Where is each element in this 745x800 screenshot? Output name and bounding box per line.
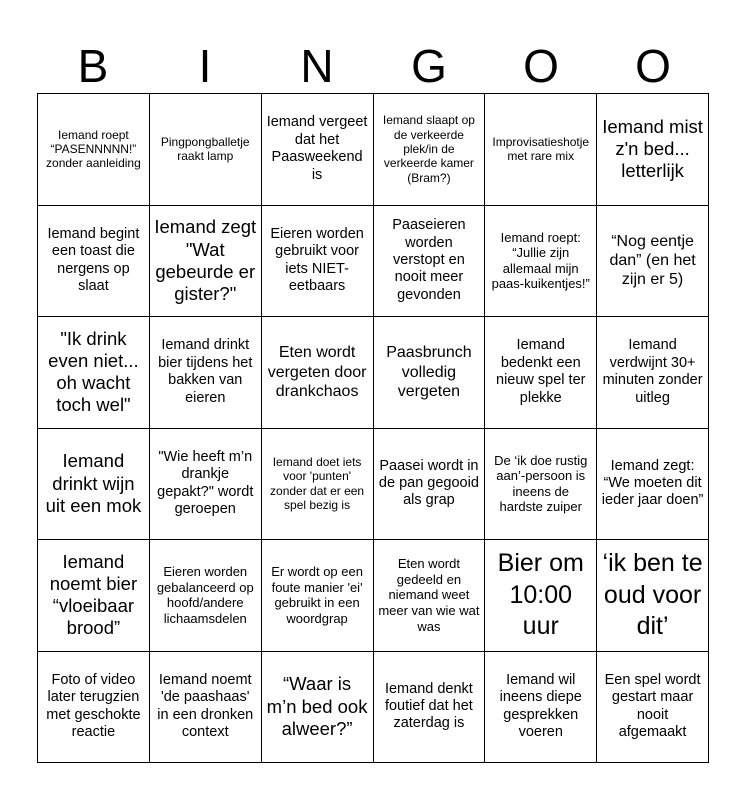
bingo-cell[interactable]: Iemand vergeet dat het Paasweekend is <box>262 94 374 206</box>
bingo-cell[interactable]: Iemand roept “PASENNNNN!” zonder aanleiding <box>38 94 150 206</box>
header-letter-b: B <box>77 40 109 92</box>
header-letter-o-2: O <box>635 40 671 92</box>
bingo-cell[interactable]: Paaseieren worden verstopt en nooit meer gevonden <box>374 206 486 318</box>
bingo-cell[interactable]: "Wie heeft m’n drankje gepakt?" wordt geroepen <box>150 429 262 541</box>
bingo-cell[interactable]: Foto of video later terugzien met geschokte reactie <box>38 652 150 764</box>
header-letter-o: O <box>523 40 559 92</box>
bingo-cell[interactable]: Eten wordt gedeeld en niemand weet meer van wie wat was <box>374 540 486 652</box>
bingo-cell[interactable]: Bier om 10:00 uur <box>485 540 597 652</box>
bingo-cell[interactable]: “Nog eentje dan” (en het zijn er 5) <box>597 206 709 318</box>
bingo-cell[interactable]: De ‘ik doe rustig aan’-persoon is ineens de hardste zuiper <box>485 429 597 541</box>
bingo-grid <box>37 93 709 763</box>
bingo-cell[interactable]: Iemand denkt foutief dat het zaterdag is <box>374 652 486 764</box>
bingo-cell[interactable]: Iemand noemt bier “vloeibaar brood” <box>38 540 150 652</box>
bingo-header <box>37 38 709 94</box>
bingo-cell[interactable]: Eieren worden gebruikt voor iets NIET-eetbaars <box>262 206 374 318</box>
bingo-cell[interactable]: Iemand drinkt wijn uit een mok <box>38 429 150 541</box>
bingo-cell[interactable]: Iemand zegt: “We moeten dit ieder jaar doen” <box>597 429 709 541</box>
bingo-cell[interactable]: Iemand begint een toast die nergens op slaat <box>38 206 150 318</box>
bingo-cell[interactable]: Iemand slaapt op de verkeerde plek/in de verkeerde kamer (Bram?) <box>374 94 486 206</box>
bingo-cell[interactable]: Een spel wordt gestart maar nooit afgemaakt <box>597 652 709 764</box>
header-letter-n: N <box>300 40 334 92</box>
bingo-cell[interactable]: Eieren worden gebalanceerd op hoofd/andere lichaamsdelen <box>150 540 262 652</box>
bingo-cell[interactable]: Pingpongballetje raakt lamp <box>150 94 262 206</box>
bingo-cell[interactable]: "Ik drink even niet... oh wacht toch wel" <box>38 317 150 429</box>
bingo-cell[interactable]: Iemand roept: “Jullie zijn allemaal mijn paas-kuikentjes!” <box>485 206 597 318</box>
bingo-cell[interactable]: Iemand bedenkt een nieuw spel ter plekke <box>485 317 597 429</box>
bingo-cell[interactable]: Iemand noemt 'de paashaas' in een dronken context <box>150 652 262 764</box>
bingo-cell[interactable]: Iemand drinkt bier tijdens het bakken van eieren <box>150 317 262 429</box>
bingo-cell[interactable]: Eten wordt vergeten door drankchaos <box>262 317 374 429</box>
bingo-cell[interactable]: Iemand verdwijnt 30+ minuten zonder uitleg <box>597 317 709 429</box>
bingo-cell[interactable]: Iemand wil ineens diepe gesprekken voeren <box>485 652 597 764</box>
bingo-cell[interactable]: Iemand zegt "Wat gebeurde er gister?" <box>150 206 262 318</box>
bingo-cell[interactable]: Iemand mist z'n bed... letterlijk <box>597 94 709 206</box>
bingo-cell[interactable]: Paasbrunch volledig vergeten <box>374 317 486 429</box>
bingo-cell[interactable]: Improvisatieshotje met rare mix <box>485 94 597 206</box>
bingo-cell[interactable]: “Waar is m’n bed ook alweer?” <box>262 652 374 764</box>
bingo-cell[interactable]: Iemand doet iets voor 'punten' zonder dat er een spel bezig is <box>262 429 374 541</box>
bingo-cell[interactable]: Paasei wordt in de pan gegooid als grap <box>374 429 486 541</box>
header-letter-g: G <box>411 40 447 92</box>
header-letter-i: I <box>198 40 212 92</box>
bingo-cell[interactable]: Er wordt op een foute manier 'ei' gebruikt in een woordgrap <box>262 540 374 652</box>
bingo-cell[interactable]: ‘ik ben te oud voor dit’ <box>597 540 709 652</box>
